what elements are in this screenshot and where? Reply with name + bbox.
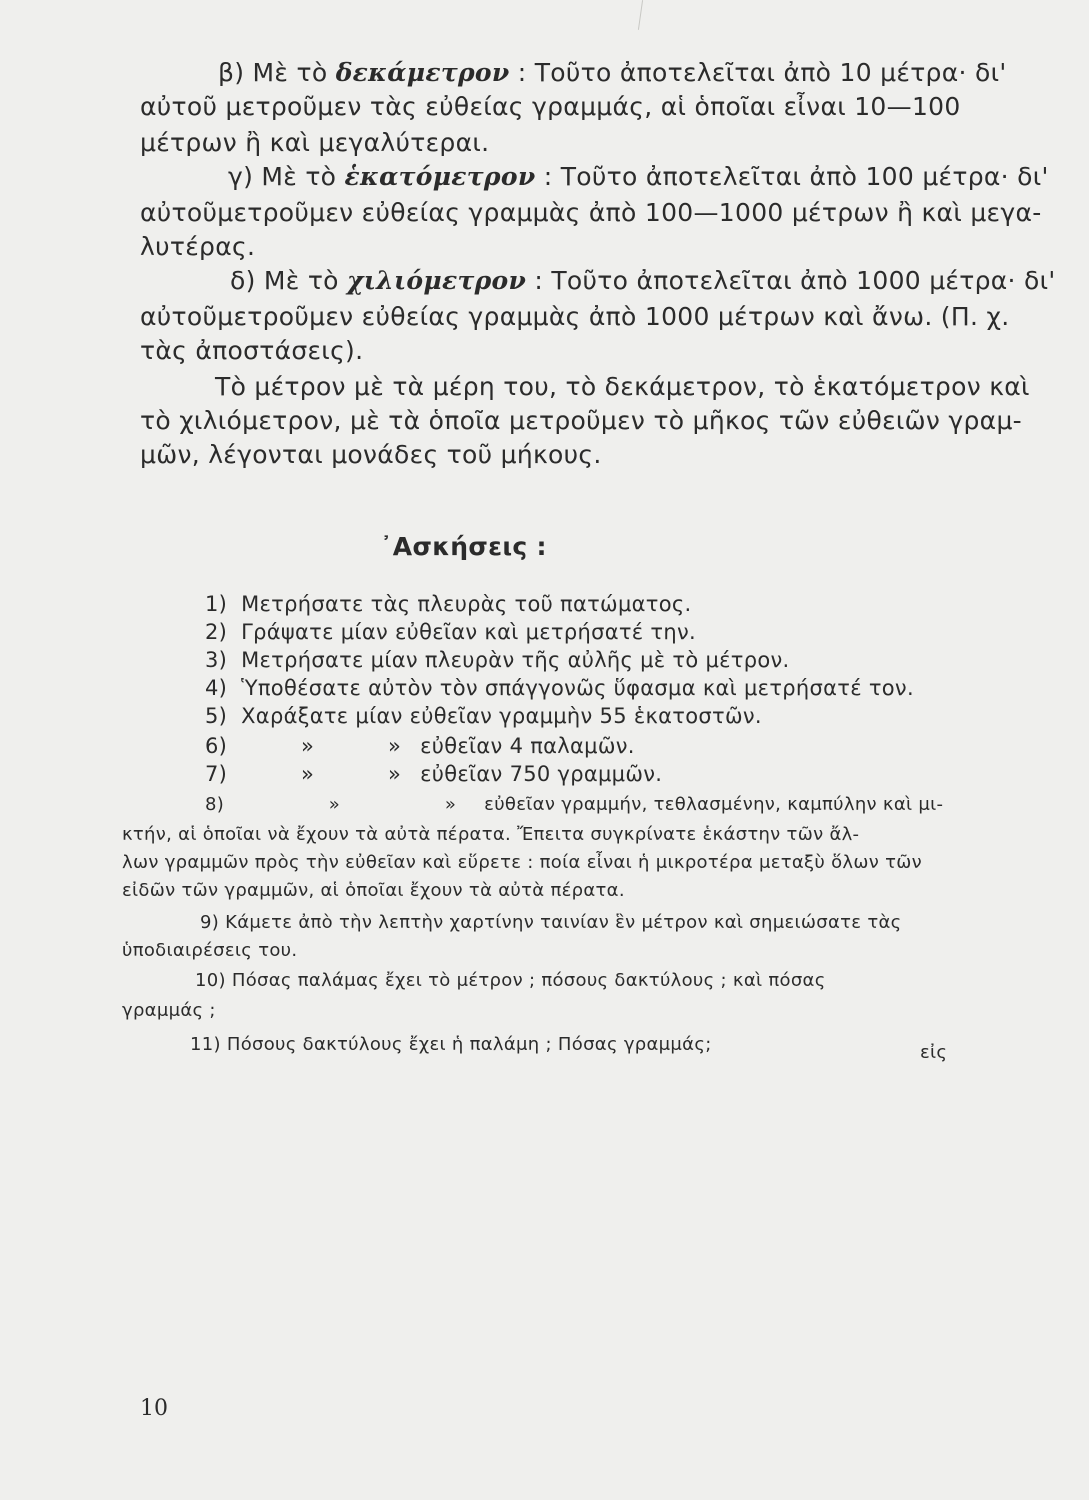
term-dekametron: δεκάμετρον xyxy=(335,58,510,87)
exercise-8-cont-2: λων γραμμῶν πρὸς τὴν εὐθεῖαν καὶ εὕρετε : ποία εἶναι ἡ μικροτέρα μεταξὺ ὅλων τῶν xyxy=(122,852,922,873)
exercise-8: 8) » » εὐθεῖαν γραμμήν, τεθλασμένην, καμπύλην καὶ μι- xyxy=(205,794,944,815)
term-ekatometron: ἑκατόμετρον xyxy=(344,162,536,191)
exercise-4: 4) Ὑποθέσατε αὐτὸν τὸν σπάγγονῶς ὕφασμα καὶ μετρήσατέ τον. xyxy=(205,676,914,700)
paragraph-units-line-3: μῶν, λέγονται μονάδες τοῦ μήκους. xyxy=(140,440,602,469)
exercises-heading: ᾽Ασκήσεις : xyxy=(380,532,547,561)
exercise-11: 11) Πόσους δακτύλους ἔχει ἡ παλάμη ; Πόσας γραμμάς; xyxy=(190,1034,712,1055)
exercise-9-cont: ὑποδιαιρέσεις του. xyxy=(122,940,298,961)
exercise-5: 5) Χαράξατε μίαν εὐθεῖαν γραμμὴν 55 ἑκατοστῶν. xyxy=(205,704,762,728)
scan-artifact xyxy=(638,0,643,30)
paragraph-beta-line-2: αὐτοῦ μετροῦμεν τὰς εὐθείας γραμμάς, αἱ ὁποῖαι εἶναι 10—100 xyxy=(140,92,961,121)
paragraph-delta-line-3: τὰς ἀποστάσεις). xyxy=(140,336,364,365)
term-chiliometron: χιλιόμετρον xyxy=(347,266,527,295)
exercise-8-cont-1: κτήν, αἱ ὁποῖαι νὰ ἔχουν τὰ αὐτὰ πέρατα. Ἔπειτα συγκρίνατε ἑκάστην τῶν ἄλ- xyxy=(122,824,860,845)
paragraph-delta-line-2: αὐτοῦμετροῦμεν εὐθείας γραμμὰς ἀπὸ 1000 μέτρων καὶ ἄνω. (Π. χ. xyxy=(140,302,1010,331)
exercise-10-cont: γραμμάς ; xyxy=(122,1000,216,1021)
paragraph-gamma-line-3: λυτέρας. xyxy=(140,232,256,261)
exercise-7: 7) » » εὐθεῖαν 750 γραμμῶν. xyxy=(205,762,663,786)
exercise-9: 9) Κάμετε ἀπὸ τὴν λεπτὴν χαρτίνην ταινίαν ἓν μέτρον καὶ σημειώσατε τὰς xyxy=(200,912,902,933)
exercise-1: 1) Μετρήσατε τὰς πλευρὰς τοῦ πατώματος. xyxy=(205,592,692,616)
paragraph-beta-line-3: μέτρων ἢ καὶ μεγαλύτεραι. xyxy=(140,128,490,157)
paragraph-delta-line-1: δ) Μὲ τὸ χιλιόμετρον : Τοῦτο ἀποτελεῖται ἀπὸ 1000 μέτρα· δι' xyxy=(230,266,1056,295)
paragraph-units-line-2: τὸ χιλιόμετρον, μὲ τὰ ὁποῖα μετροῦμεν τὸ μῆκος τῶν εὐθειῶν γραμ- xyxy=(140,406,1022,435)
exercise-10: 10) Πόσας παλάμας ἔχει τὸ μέτρον ; πόσους δακτύλους ; καὶ πόσας xyxy=(195,970,826,991)
exercise-3: 3) Μετρήσατε μίαν πλευρὰν τῆς αὐλῆς μὲ τὸ μέτρον. xyxy=(205,648,790,672)
paragraph-gamma-line-1: γ) Μὲ τὸ ἑκατόμετρον : Τοῦτο ἀποτελεῖται ἀπὸ 100 μέτρα· δι' xyxy=(228,162,1049,191)
exercise-6: 6) » » εὐθεῖαν 4 παλαμῶν. xyxy=(205,734,635,758)
exercise-11-tail: εἰς xyxy=(920,1042,948,1063)
paragraph-gamma-line-2: αὐτοῦμετροῦμεν εὐθείας γραμμὰς ἀπὸ 100—1000 μέτρων ἢ καὶ μεγα- xyxy=(140,198,1042,227)
exercise-2: 2) Γράψατε μίαν εὐθεῖαν καὶ μετρήσατέ την. xyxy=(205,620,696,644)
exercise-8-cont-3: εἰδῶν τῶν γραμμῶν, αἱ ὁποῖαι ἔχουν τὰ αὐτὰ πέρατα. xyxy=(122,880,625,901)
paragraph-units-line-1: Τὸ μέτρον μὲ τὰ μέρη του, τὸ δεκάμετρον, τὸ ἑκατόμετρον καὶ xyxy=(215,372,1030,401)
page-number: 10 xyxy=(140,1396,168,1421)
paragraph-beta-line-1: β) Μὲ τὸ δεκάμετρον : Τοῦτο ἀποτελεῖται ἀπὸ 10 μέτρα· δι' xyxy=(218,58,1007,87)
